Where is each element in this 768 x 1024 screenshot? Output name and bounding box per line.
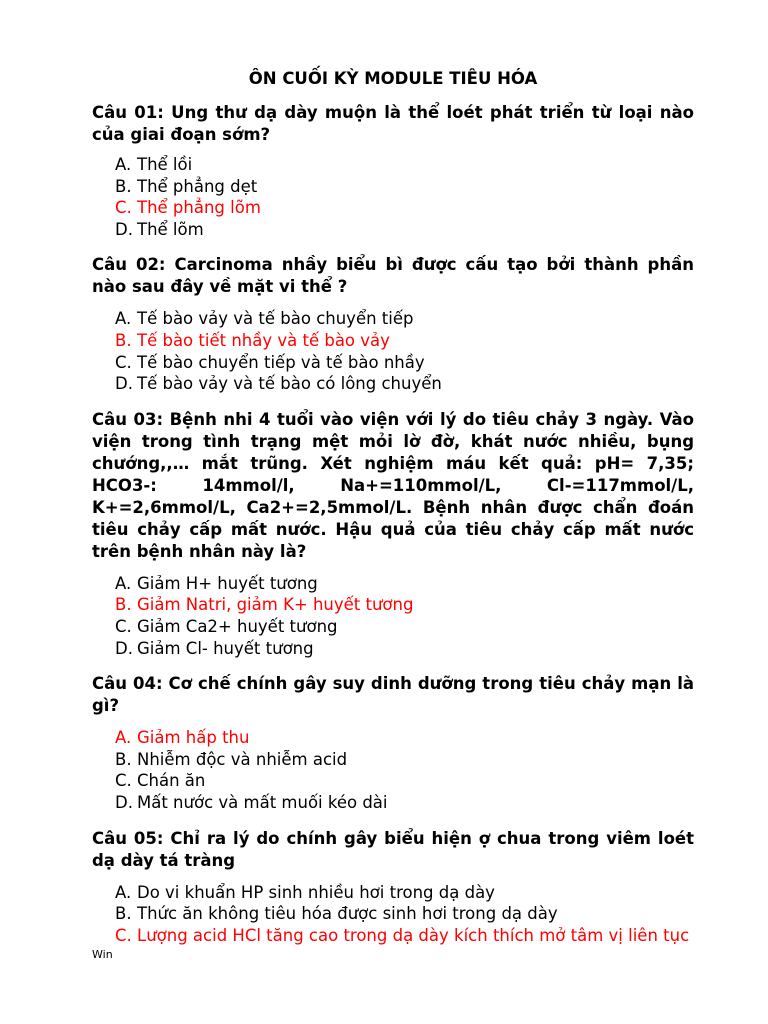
answer-option [115,638,694,660]
answer-letter: D. [115,792,133,812]
answer-text: Nhiễm độc và nhiễm acid [137,749,348,769]
answer-list [92,882,694,947]
answer-letter: C. [115,352,132,372]
answer-letter: D. [115,219,133,239]
answer-option [115,749,694,771]
answer-text: Thể phẳng dẹt [137,176,258,196]
answer-text: Tế bào vảy và tế bào chuyển tiếp [137,309,414,329]
answer-text: Giảm hấp thu [137,728,250,748]
answer-text: Giảm Cl- huyết tương [137,638,314,658]
question-prompt: Câu 01: Ung thư dạ dày muộn là thể loét phát triển từ loại nào của giai đoạn sớm? [92,103,694,144]
question-prompt: Câu 02: Carcinoma nhầy biểu bì được cấu tạo bởi thành phần nào sau đây về mặt vi thể ? [92,255,694,297]
answer-letter: C. [115,771,132,791]
answer-letter: B. [115,904,132,924]
answer-option [115,770,694,792]
answer-text: Lượng acid HCl tăng cao trong dạ dày kích thích mở tâm vị liên tục [137,925,690,945]
answer-letter: D. [115,374,133,394]
answer-text: Giảm Ca2+ huyết tương [137,616,338,636]
answer-text: Giảm Natri, giảm K+ huyết tương [137,595,414,615]
answer-option-correct [115,197,694,219]
answer-letter: B. [115,749,132,769]
answer-option [115,903,694,925]
answer-letter: A. [115,309,132,329]
question-prompt: Câu 03: Bệnh nhi 4 tuổi vào viện với lý do tiêu chảy 3 ngày. Vào viện trong tình trạng mệt mỏi lờ đờ, khát nước nhiều, bụng chướng,,… mắt trũng. Xét nghiệm máu kết quả: pH= 7,35; HCO3-: 14mmol/l, Na+=110mmol/L, Cl-=117mmol/L, K+=2,6mmol/L, Ca2+=2,5mmol/L. Bệnh nhân được chẩn đoán tiêu chảy cấp mất nước. Hậu quả của tiêu chảy cấp mất nước trên bệnh nhân này là? [92,409,694,561]
question-block [92,102,694,240]
answer-text: Thể phẳng lõm [137,198,261,218]
question-block [92,673,694,813]
answer-letter: B. [115,595,132,615]
page-footer: Win [92,948,113,961]
answer-list [92,727,694,813]
answer-text: Chán ăn [137,771,206,791]
question-block [92,828,694,947]
answer-letter: C. [115,198,132,218]
answer-letter: A. [115,882,132,902]
answer-option-correct [115,330,694,352]
answer-option [115,154,694,176]
answer-text: Thức ăn không tiêu hóa được sinh hơi trong dạ dày [137,904,558,924]
answer-text: Tế bào vảy và tế bào có lông chuyển [137,374,442,394]
answer-letter: A. [115,728,132,748]
answer-option [115,176,694,198]
answer-option [115,882,694,904]
answer-letter: C. [115,925,132,945]
answer-text: Thể lồi [137,155,193,174]
answer-option [115,219,694,241]
answer-letter: D. [115,638,133,658]
answer-letter: B. [115,176,132,196]
answer-letter: A. [115,573,132,593]
answer-text: Tế bào chuyển tiếp và tế bào nhầy [137,352,425,372]
answer-text: Do vi khuẩn HP sinh nhiều hơi trong dạ dày [137,882,495,902]
answer-option [115,352,694,374]
answer-list [92,308,694,394]
answer-list [92,154,694,240]
answer-text: Giảm H+ huyết tương [137,573,318,593]
answer-option [115,308,694,330]
answer-option [115,792,694,814]
question-block [92,254,694,394]
question-prompt: Câu 05: Chỉ ra lý do chính gây biểu hiện ợ chua trong viêm loét dạ dày tá tràng [92,828,694,870]
answer-option [115,373,694,395]
answer-option [115,573,694,595]
answer-letter: B. [115,330,132,350]
document-title: ÔN CUỐI KỲ MODULE TIÊU HÓA [248,69,538,88]
answer-option-correct [115,925,694,947]
answer-letter: A. [115,155,132,174]
question-block [92,409,694,659]
answer-text: Tế bào tiết nhầy và tế bào vảy [137,330,390,350]
question-prompt: Câu 04: Cơ chế chính gây suy dinh dưỡng trong tiêu chảy mạn là gì? [92,674,694,716]
answer-option-correct [115,727,694,749]
answer-list [92,573,694,659]
answer-option [115,616,694,638]
answer-letter: C. [115,616,132,636]
answer-text: Thể lõm [137,219,204,239]
answer-text: Mất nước và mất muối kéo dài [137,792,388,812]
question-list [92,102,694,946]
answer-option-correct [115,594,694,616]
document-page [92,0,694,946]
